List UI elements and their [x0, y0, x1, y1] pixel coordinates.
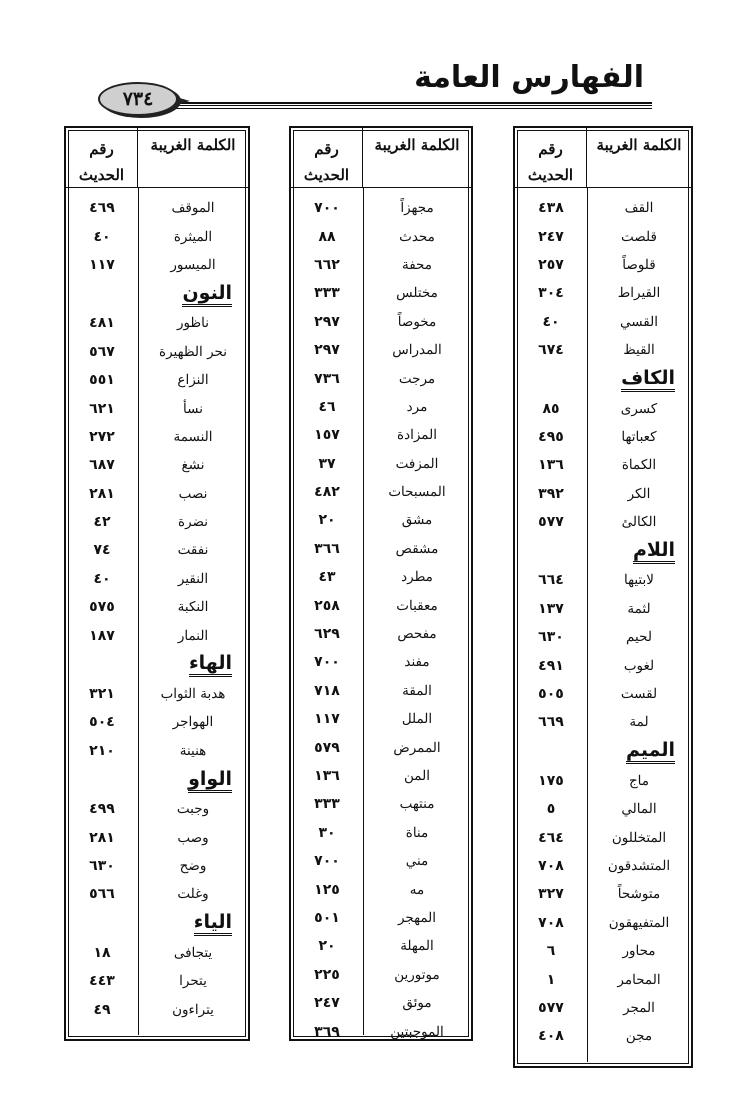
index-row: [66, 708, 248, 736]
header-number-label: رقم الحديث: [66, 128, 138, 187]
page-header: [0, 0, 756, 125]
rare-word: نشغ: [181, 457, 205, 474]
rare-word: وجبت: [176, 801, 210, 818]
index-row: [291, 194, 471, 222]
index-column-left: [64, 126, 250, 1041]
hadith-number: ١: [546, 971, 556, 988]
index-column-middle: [289, 126, 473, 1041]
page-number-badge: [98, 82, 178, 116]
rare-word: المهجر: [397, 909, 437, 926]
index-row: [66, 508, 248, 536]
hadith-number: ٦٣٠: [89, 858, 115, 874]
hadith-number: ٧٠٨: [538, 914, 564, 931]
rare-word: يتراءون: [172, 1001, 214, 1018]
rare-word: لغوب: [623, 657, 655, 674]
rare-word: ناظور: [176, 315, 210, 332]
hadith-number: ٧٣٦: [314, 370, 340, 387]
index-row: [515, 852, 691, 880]
rare-word: متوشحاً: [617, 886, 661, 903]
index-row: [66, 880, 248, 908]
rare-word: قلوصاً: [622, 256, 656, 273]
hadith-number: ٢٧٢: [89, 428, 115, 445]
index-row: [66, 480, 248, 508]
rare-word: النسمة: [173, 428, 213, 445]
rare-word: لابتيها: [624, 572, 654, 589]
hadith-number: ٣٢٧: [538, 886, 564, 903]
hadith-number: ٢٨١: [89, 829, 115, 846]
rare-word: المسبحات: [388, 484, 446, 501]
index-row: [291, 875, 471, 903]
rare-word: نفقت: [177, 542, 209, 559]
hadith-number: ٥٧٩: [314, 739, 340, 756]
hadith-number: ٤٩٩: [89, 801, 115, 818]
hadith-number: ٤٦٤: [538, 829, 564, 846]
index-row: [515, 994, 691, 1022]
hadith-number: ٢٤٧: [538, 228, 564, 245]
rare-word: وصب: [177, 829, 209, 846]
index-row: [515, 623, 691, 651]
index-row: [291, 961, 471, 989]
hadith-number: ٦٧٤: [538, 342, 564, 359]
rare-word: معقبات: [396, 597, 438, 614]
letter-section-heading: [66, 909, 248, 939]
hadith-number: ٨٨: [318, 228, 336, 245]
rare-word: الهواجر: [172, 714, 214, 731]
hadith-number: ٥: [546, 801, 556, 818]
hadith-number: ٣٠٤: [538, 285, 564, 302]
rare-word: مجن: [625, 1028, 653, 1045]
hadith-number: ٤٠٨: [538, 1028, 564, 1045]
rare-word: هنينة: [179, 742, 207, 759]
index-row: [66, 967, 248, 995]
hadith-number: ٦٢٩: [314, 626, 340, 643]
hadith-number: ٥٦٦: [89, 886, 115, 903]
rare-word: الكر: [627, 485, 651, 502]
header-number-label: رقم الحديث: [515, 128, 587, 187]
hadith-number: ٦٦٢: [314, 256, 340, 273]
hadith-number: ٣٢١: [89, 686, 115, 703]
index-row: [66, 536, 248, 564]
letter-section-heading: [515, 364, 691, 394]
rare-word: نصب: [178, 485, 208, 502]
hadith-number: ٢٩٧: [314, 342, 340, 359]
index-row: [515, 336, 691, 364]
hadith-number: ٧٠٠: [314, 853, 340, 870]
rare-word: مه: [409, 881, 425, 898]
index-row: [66, 737, 248, 765]
rare-word: النمار: [177, 627, 209, 644]
index-row: [66, 795, 248, 823]
index-row: [515, 194, 691, 222]
rare-word: مرجت: [398, 370, 436, 387]
rare-word: نسأ: [183, 400, 203, 417]
index-row: [515, 423, 691, 451]
hadith-number: ٦٦٩: [538, 714, 564, 731]
index-row: [291, 535, 471, 563]
hadith-number: ٢١٠: [89, 742, 115, 759]
letter-section-heading: [66, 765, 248, 795]
section-letter: النون: [182, 282, 232, 307]
header-rule: [170, 102, 652, 106]
index-row: [291, 222, 471, 250]
index-row: [291, 790, 471, 818]
column-header: [66, 128, 248, 188]
rare-word: مخوصاً: [397, 313, 437, 330]
index-row: [291, 819, 471, 847]
index-row: [291, 677, 471, 705]
index-row: [291, 620, 471, 648]
rare-word: مختلس: [396, 285, 438, 302]
header-rule-thin: [170, 108, 652, 109]
index-row: [66, 366, 248, 394]
index-row: [291, 336, 471, 364]
rare-word: القف: [624, 200, 654, 217]
hadith-number: ٢٨١: [89, 485, 115, 502]
hadith-number: ١٨٧: [89, 627, 115, 644]
index-row: [515, 222, 691, 250]
index-row: [291, 563, 471, 591]
rare-word: لحيم: [626, 629, 652, 646]
rare-word: يتجافى: [173, 944, 213, 961]
index-row: [291, 932, 471, 960]
section-letter: الهاء: [189, 652, 232, 677]
hadith-number: ٤٩١: [538, 657, 564, 674]
column-body: [66, 188, 248, 1035]
header-number-label: رقم الحديث: [291, 128, 363, 187]
rare-word: نحر الظهيرة: [159, 343, 227, 360]
hadith-number: ٦٦٤: [538, 572, 564, 589]
index-row: [515, 508, 691, 536]
rare-word: الممرض: [393, 739, 441, 756]
rare-word: الكالئ: [621, 514, 657, 531]
index-row: [66, 680, 248, 708]
index-column-right: [513, 126, 693, 1068]
hadith-number: ٥٠٥: [538, 686, 564, 703]
index-row: [291, 989, 471, 1017]
rare-word: الميسور: [170, 256, 216, 273]
hadith-number: ١٢٥: [314, 881, 340, 898]
hadith-number: ٥٧٥: [89, 599, 115, 616]
rare-word: هدبة الثواب: [160, 686, 226, 703]
index-row: [291, 847, 471, 875]
rare-word: النقير: [177, 570, 209, 587]
section-letter: الياء: [194, 911, 232, 936]
rare-word: المزادة: [397, 427, 437, 444]
hadith-number: ٤٩: [93, 1001, 111, 1018]
rare-word: نضرة: [178, 514, 208, 531]
index-row: [291, 450, 471, 478]
column-header: [515, 128, 691, 188]
rare-word: مفحص: [397, 626, 437, 643]
hadith-number: ٣٩٢: [538, 485, 564, 502]
index-row: [66, 194, 248, 222]
page-number: ٧٣٤: [122, 88, 154, 110]
letter-section-heading: [515, 536, 691, 566]
section-letter: اللام: [633, 539, 675, 564]
index-row: [515, 909, 691, 937]
rare-word: مني: [405, 853, 429, 870]
index-row: [66, 565, 248, 593]
hadith-number: ٣٦٦: [314, 540, 340, 557]
index-row: [291, 364, 471, 392]
hadith-number: ٤٩٥: [538, 428, 564, 445]
hadith-number: ٢٠: [318, 938, 336, 955]
rare-word: المجر: [623, 999, 655, 1016]
hadith-number: ٦٣٠: [538, 629, 564, 646]
index-row: [515, 451, 691, 479]
rare-word: لقست: [620, 686, 658, 703]
hadith-number: ٢٤٧: [314, 995, 340, 1012]
index-row: [515, 1022, 691, 1050]
hadith-number: ١٣٦: [538, 457, 564, 474]
hadith-number: ١٧٥: [538, 772, 564, 789]
hadith-number: ٥٠٤: [89, 714, 115, 731]
rare-word: النكبة: [177, 599, 209, 616]
hadith-number: ٥٧٧: [538, 999, 564, 1016]
rare-word: المالي: [621, 801, 657, 818]
hadith-number: ١٣٧: [538, 600, 564, 617]
index-row: [66, 423, 248, 451]
hadith-number: ٧٠٠: [314, 200, 340, 217]
hadith-number: ٣٣٣: [314, 796, 340, 813]
hadith-number: ٨٥: [542, 400, 560, 417]
rare-word: الموجبتين: [390, 1023, 444, 1040]
hadith-number: ٧٠٨: [538, 858, 564, 874]
index-row: [66, 451, 248, 479]
rare-word: المن: [404, 768, 430, 784]
index-row: [515, 480, 691, 508]
index-row: [515, 680, 691, 708]
index-row: [515, 937, 691, 965]
index-row: [515, 251, 691, 279]
rare-word: موتورين: [394, 966, 440, 983]
hadith-number: ٤٠: [93, 228, 111, 245]
index-row: [515, 795, 691, 823]
index-row: [66, 593, 248, 621]
index-row: [66, 251, 248, 279]
rare-word: الموقف: [171, 200, 215, 217]
hadith-number: ٥٥١: [89, 372, 115, 389]
hadith-number: ٤٢: [93, 514, 111, 531]
rare-word: القيراط: [617, 285, 661, 302]
index-row: [291, 904, 471, 932]
index-row: [291, 279, 471, 307]
index-row: [66, 621, 248, 649]
letter-section-heading: [515, 737, 691, 767]
index-row: [515, 708, 691, 736]
hadith-number: ٣٠: [318, 824, 336, 841]
rare-word: المقة: [402, 682, 432, 699]
rare-word: مشق: [401, 512, 433, 529]
hadith-number: ٤٦٩: [89, 200, 115, 217]
rare-word: مشقص: [395, 540, 439, 557]
index-row: [291, 1017, 471, 1045]
index-row: [515, 767, 691, 795]
rare-word: المحامر: [617, 971, 661, 988]
index-row: [291, 762, 471, 790]
hadith-number: ٥٧٧: [538, 514, 564, 531]
index-row: [66, 995, 248, 1023]
hadith-number: ١٨: [93, 944, 111, 961]
rare-word: المتفيهقون: [608, 914, 670, 931]
rare-word: يتحرا: [179, 973, 207, 990]
index-row: [291, 705, 471, 733]
hadith-number: ٧١٨: [314, 682, 340, 699]
rare-word: الملل: [401, 711, 433, 728]
rare-word: المهلة: [400, 938, 434, 955]
rare-word: موئق: [402, 995, 432, 1012]
hadith-number: ٤٨١: [89, 315, 115, 332]
section-letter: الميم: [626, 739, 675, 764]
rare-word: مجهزاً: [400, 200, 434, 217]
hadith-number: ٤٣: [318, 569, 336, 586]
hadith-number: ٤٤٣: [89, 973, 115, 990]
index-row: [66, 939, 248, 967]
hadith-number: ٢٩٧: [314, 313, 340, 330]
column-body: [515, 188, 691, 1062]
hadith-number: ١٥٧: [314, 427, 340, 444]
rare-word: القيظ: [623, 342, 655, 359]
rare-word: قلصت: [621, 228, 657, 245]
hadith-number: ٥٠١: [314, 909, 340, 926]
index-row: [291, 251, 471, 279]
rare-word: وضح: [179, 858, 207, 874]
hadith-number: ٦٨٧: [89, 457, 115, 474]
hadith-number: ٤٠: [93, 570, 111, 587]
rare-word: منتهب: [399, 796, 435, 813]
index-row: [515, 566, 691, 594]
letter-section-heading: [66, 650, 248, 680]
index-row: [66, 823, 248, 851]
rare-word: المتشدقون: [607, 858, 671, 874]
index-row: [66, 852, 248, 880]
rare-word: مفند: [404, 654, 430, 671]
hadith-number: ١٣٦: [314, 768, 340, 784]
index-row: [515, 880, 691, 908]
index-row: [515, 279, 691, 307]
hadith-number: ٧٠٠: [314, 654, 340, 671]
hadith-number: ٢٥٨: [314, 597, 340, 614]
hadith-number: ٤٣٨: [538, 200, 564, 217]
index-row: [291, 421, 471, 449]
hadith-number: ٧٤: [93, 542, 111, 559]
hadith-number: ٥٦٧: [89, 343, 115, 360]
hadith-number: ٢٠: [318, 512, 336, 529]
index-row: [515, 651, 691, 679]
hadith-number: ٢٥٧: [538, 256, 564, 273]
header-word-label: الكلمة الغريبة: [596, 136, 682, 154]
index-row: [291, 478, 471, 506]
rare-word: مرد: [406, 398, 428, 415]
rare-word: لثمة: [627, 600, 651, 617]
hadith-number: ٤٨٢: [314, 484, 340, 501]
rare-word: وغلت: [177, 886, 209, 903]
hadith-number: ٣٣٣: [314, 285, 340, 302]
index-row: [66, 338, 248, 366]
rare-word: الميثرة: [173, 228, 213, 245]
rare-word: مطرد: [401, 569, 433, 586]
index-row: [291, 733, 471, 761]
header-word-label: الكلمة الغريبة: [150, 136, 236, 154]
index-row: [291, 308, 471, 336]
rare-word: ماج: [628, 772, 650, 789]
hadith-number: ٢٢٥: [314, 966, 340, 983]
index-row: [66, 309, 248, 337]
letter-section-heading: [66, 279, 248, 309]
rare-word: القسي: [620, 313, 658, 330]
rare-word: المدراس: [392, 342, 442, 359]
index-row: [66, 222, 248, 250]
rare-word: المتخللون: [611, 829, 667, 846]
rare-word: النزاع: [177, 372, 209, 389]
index-row: [291, 393, 471, 421]
hadith-number: ٣٧: [318, 455, 336, 472]
rare-word: كعباتها: [621, 428, 657, 445]
rare-word: مناة: [405, 824, 429, 841]
index-row: [515, 823, 691, 851]
hadith-number: ٣٦٩: [314, 1023, 340, 1040]
hadith-number: ١١٧: [89, 256, 115, 273]
section-letter: الواو: [188, 768, 232, 793]
hadith-number: ٦٢١: [89, 400, 115, 417]
column-header: [291, 128, 471, 188]
index-row: [515, 595, 691, 623]
rare-word: كسرى: [620, 400, 658, 417]
rare-word: محدث: [399, 228, 435, 245]
column-body: [291, 188, 471, 1040]
rare-word: محاور: [622, 943, 656, 960]
index-row: [515, 308, 691, 336]
index-row: [291, 648, 471, 676]
section-letter: الكاف: [621, 367, 675, 392]
hadith-number: ٤٠: [542, 313, 560, 330]
rare-word: لمة: [629, 714, 649, 731]
running-title: الفهارس العامة: [414, 60, 644, 95]
hadith-number: ٦: [546, 943, 556, 960]
index-row: [515, 965, 691, 993]
hadith-number: ٤٦: [318, 398, 336, 415]
rare-word: الكماة: [621, 457, 657, 474]
index-row: [291, 591, 471, 619]
header-word-label: الكلمة الغريبة: [374, 136, 460, 154]
index-row: [291, 506, 471, 534]
index-row: [515, 394, 691, 422]
rare-word: المزفت: [395, 455, 439, 472]
hadith-number: ١١٧: [314, 711, 340, 728]
index-row: [66, 394, 248, 422]
rare-word: محفة: [401, 256, 432, 273]
